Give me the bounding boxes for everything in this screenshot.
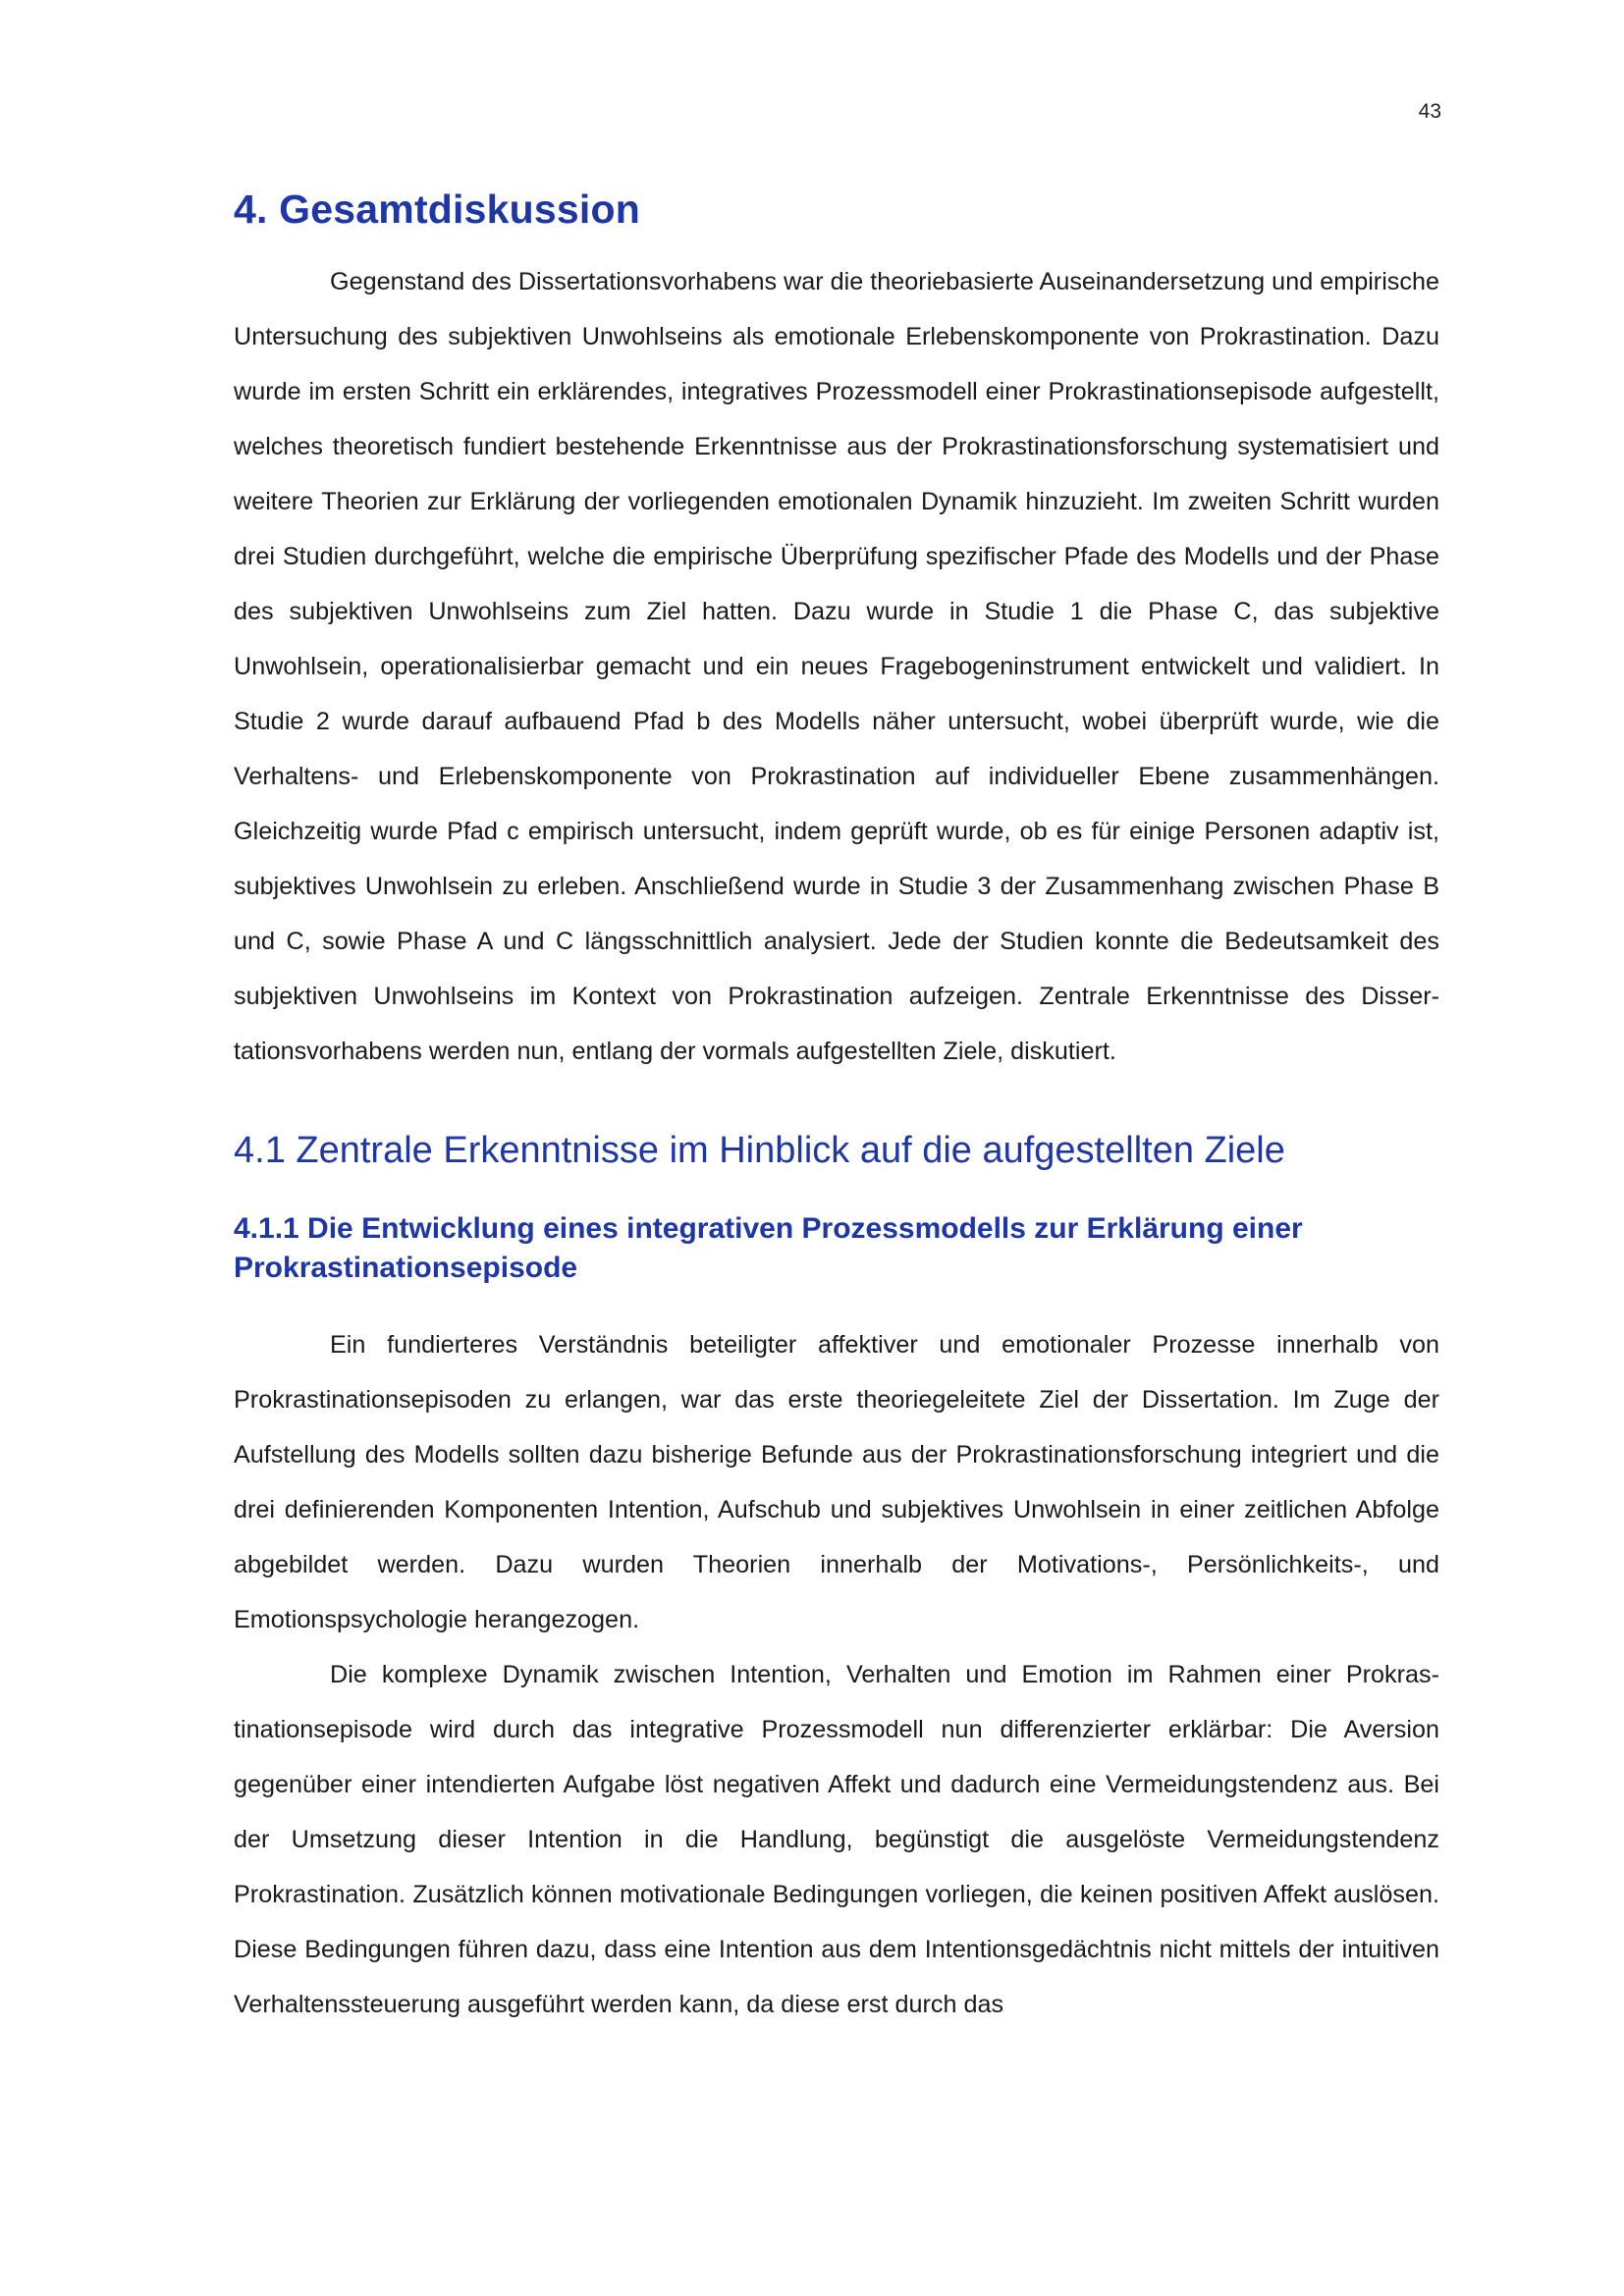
page-number: 43 — [1418, 100, 1441, 123]
subsection-paragraph-1: Ein fundierteres Verständnis beteiligter affektiver und emotionaler Prozesse innerhalb von Prokrastinationsepisoden zu erlangen, war das erste theoriegeleitete Ziel der Dissertation. Im Zuge der Aufstellung des Modells sollten dazu bisherige Befunde aus der Prokrastinationsforschung integriert und die drei definierenden Komponenten Intention, Aufschub und subjektives Unwohlsein in einer zeitlichen Abfolge abgebildet werden. Dazu wurden Theorien innerhalb der Motivations-, Persönlichkeits-, und Emotionspsychologie herangezogen. — [234, 1331, 1439, 1633]
subsection-heading-line1: 4.1.1 Die Entwicklung eines integrativen Prozessmodells zur Erklärung einer — [234, 1212, 1303, 1245]
chapter-intro-paragraph: Gegenstand des Dissertationsvorhabens war die theoriebasierte Auseinandersetzung und empirische Untersuchung des subjektiven Unwohlseins als emotionale Erlebenskomponente von Prokrastination. Dazu wurde im ersten Schritt ein erklärendes, integratives Prozessmodell einer Prokrastinationsepisode aufgestellt, welches theoretisch fundiert bestehende Erkenntnisse aus der Prokrastinationsforschung systematisiert und weitere Theorien zur Erklärung der vorliegenden emotionalen Dynamik hinzuzieht. Im zweiten Schritt wurden drei Studien durchgeführt, welche die empirische Überprüfung spezifischer Pfade des Modells und der Phase des subjektiven Unwohlseins zum Ziel hatten. Dazu wurde in Studie 1 die Phase C, das subjektive Unwohlsein, operationalisierbar gemacht und ein neues Fragebogeninstrument entwickelt und validiert. In Studie 2 wurde darauf aufbauend Pfad b des Modells näher untersucht, wobei überprüft wurde, wie die Verhaltens- und Erlebenskomponente von Prokrastination auf individueller Ebene zusammenhängen. Gleichzeitig wurde Pfad c empirisch untersucht, indem geprüft wurde, ob es für einige Personen adaptiv ist, subjektives Unwohlsein zu erleben. Anschließend wurde in Studie 3 der Zusammenhang zwischen Phase B und C, sowie Phase A und C längsschnittlich analysiert. Jede der Studien konnte die Bedeutsamkeit des subjektiven Unwohlseins im Kontext von Prokrastination aufzeigen. Zentrale Erkenntnisse des Dissertationsvorhabens werden nun, entlang der vormals aufgestellten Ziele, diskutiert. — [234, 268, 1439, 1065]
section-heading: 4.1 Zentrale Erkenntnisse im Hinblick auf die aufgestellten Ziele — [234, 1130, 1285, 1171]
subsection-heading-line2: Prokrastinationsepisode — [234, 1252, 578, 1284]
page-content — [234, 187, 1439, 2032]
subsection-paragraph-2: Die komplexe Dynamik zwischen Intention, Verhalten und Emotion im Rahmen einer Prokrastinationsepisode wird durch das integrative Prozessmodell nun differenzierter erklärbar: Die Aversion gegenüber einer intendierten Aufgabe löst negativen Affekt und dadurch eine Vermeidungstendenz aus. Bei der Umsetzung dieser Intention in die Handlung, begünstigt die ausgelöste Vermeidungstendenz Prokrastination. Zusätzlich können motivationale Bedingungen vorliegen, die keinen positiven Affekt auslösen. Diese Bedingungen führen dazu, dass eine Intention aus dem Intentionsgedächtnis nicht mittels der intuitiven Verhaltenssteuerung ausgeführt werden kann, da diese erst durch das — [234, 1661, 1439, 2018]
chapter-heading: 4. Gesamtdiskussion — [234, 187, 640, 232]
subsection-heading — [234, 1209, 1439, 1288]
